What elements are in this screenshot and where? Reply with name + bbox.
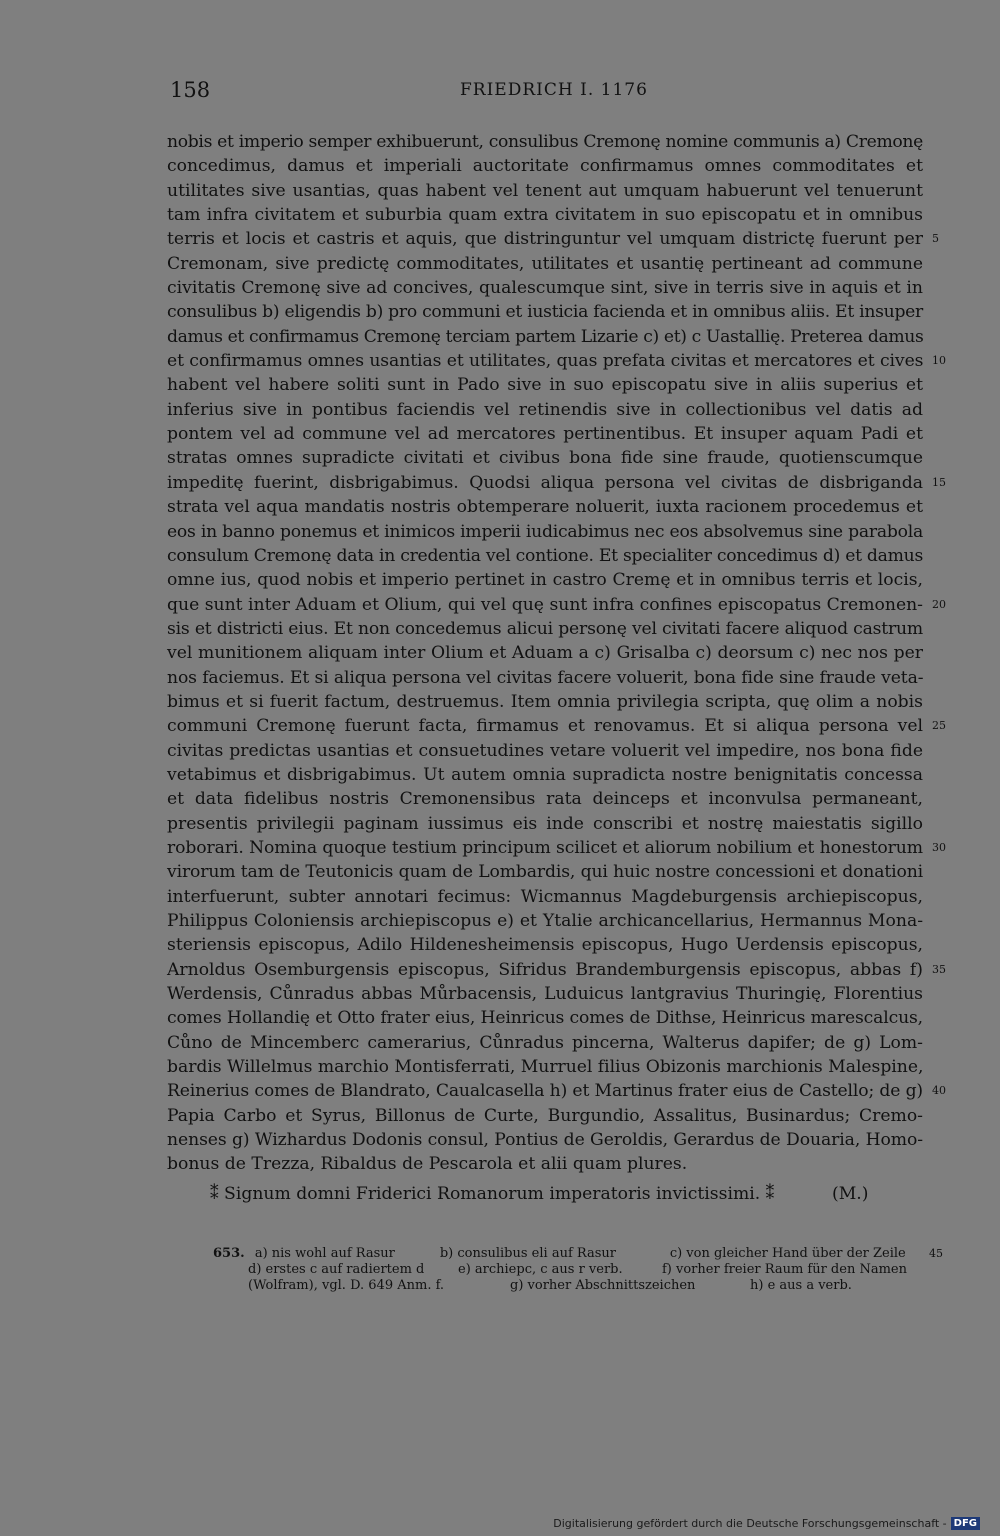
text-line xyxy=(167,593,946,617)
text-line xyxy=(167,909,923,933)
line-text: sis et districti eius. Et non concedemus alicui personę vel civitati facere aliquod castrum xyxy=(167,618,923,639)
text-line xyxy=(167,812,923,836)
text-line xyxy=(167,690,923,714)
footnote-b: b) consulibus eli auf Rasur xyxy=(439,1246,616,1261)
line-text: comes Hollandię et Otto frater eius, Heinricus comes de Dithse, Heinricus marescalcus, xyxy=(167,1008,923,1029)
line-text: omne ius, quod nobis et imperio pertinet in castro Cremę et in omnibus terris et locis, xyxy=(167,570,923,591)
line-text: strata vel aqua mandatis nostris obtemperare noluerit, iuxta racionem procedemus et xyxy=(167,497,923,518)
text-line xyxy=(167,1079,946,1103)
text-line xyxy=(167,763,923,787)
line-number: 5 xyxy=(932,232,939,246)
text-line xyxy=(167,227,939,251)
dfg-logo: DFG xyxy=(951,1517,980,1530)
line-text: damus et confirmamus Cremonę terciam partem Lizarie c) et) c Uastallię. Preterea damus xyxy=(167,326,924,347)
line-text: et data fidelibus nostris Cremonensibus rata deinceps et inconvulsa permaneant, xyxy=(167,789,923,810)
line-text: interfuerunt, subter annotari fecimus: Wicmannus Magdeburgensis archiepiscopus, xyxy=(167,886,923,907)
line-text: nobis et imperio semper exhibuerunt, consulibus Cremonę nomine communis a) Cremonę xyxy=(167,132,923,152)
line-text: que sunt inter Aduam et Olium, qui vel quę sunt infra confines episcopatus Cremonen- xyxy=(167,594,923,615)
footnote-line xyxy=(213,1262,923,1278)
line-text: steriensis episcopus, Adilo Hildenesheimensis episcopus, Hugo Uerdensis episcopus, xyxy=(167,935,923,956)
text-line xyxy=(167,1031,923,1055)
line-text: roborari. Nomina quoque testium principum scilicet et aliorum nobilium et honestorum xyxy=(167,837,923,858)
line-text: nenses g) Wizhardus Dodonis consul, Pontius de Geroldis, Gerardus de Douaria, Homo- xyxy=(167,1130,923,1151)
monogram-label: (M.) xyxy=(832,1184,869,1204)
text-line xyxy=(167,422,923,446)
line-number: 40 xyxy=(932,1084,946,1098)
line-text: consulum Cremonę data in credentia vel contione. Et specialiter concedimus d) et damus xyxy=(167,545,923,566)
footnote-line xyxy=(213,1278,923,1294)
line-text: civitatis Cremonę sive ad concives, qualescumque sint, sive in terris sive in aquis et in xyxy=(167,278,923,299)
text-line xyxy=(167,739,923,763)
line-number: 15 xyxy=(932,475,946,489)
line-text: et confirmamus omnes usantias et utilitates, quas prefata civitas et mercatores et cives xyxy=(167,351,924,372)
line-number: 30 xyxy=(932,840,946,854)
text-line xyxy=(167,471,946,495)
text-line xyxy=(167,446,923,470)
text-line xyxy=(167,252,923,276)
text-line xyxy=(167,860,923,884)
line-text: terris et locis et castris et aquis, que distringuntur vel umquam districtę fuerunt per xyxy=(167,229,923,250)
line-text: tam infra civitatem et suburbia quam extra civitatem in suo episcopatu et in omnibus xyxy=(167,205,923,226)
text-line xyxy=(167,836,946,860)
text-line xyxy=(167,520,923,544)
footnote-h: h) e aus a verb. xyxy=(750,1278,852,1293)
text-line xyxy=(167,958,946,982)
text-line xyxy=(167,203,923,227)
signum-line: ⁑ Signum domni Friderici Romanorum imperatoris invictissimi. ⁑ xyxy=(210,1184,775,1204)
body-text xyxy=(167,130,946,1177)
text-line xyxy=(167,349,946,373)
text-line xyxy=(167,568,923,592)
footnote-e: e) archiepc, c aus r verb. xyxy=(458,1262,623,1277)
line-number: 20 xyxy=(932,597,946,611)
line-text: stratas omnes supradicte civitati et civibus bona fide sine fraude, quotienscumque xyxy=(167,448,923,469)
footnote-f: f) vorher freier Raum für den Namen xyxy=(662,1262,907,1277)
text-line xyxy=(167,398,923,422)
line-text: habent vel habere soliti sunt in Pado sive in suo episcopatu sive in aliis superius et xyxy=(167,375,923,396)
text-line xyxy=(167,544,923,568)
footnote-c: c) von gleicher Hand über der Zeile xyxy=(669,1246,906,1261)
text-line xyxy=(167,373,923,397)
line-text: Werdensis, Cůnradus abbas Můrbacensis, Luduicus lantgravius Thuringię, Florentius xyxy=(167,984,923,1005)
line-text: pontem vel ad commune vel ad mercatores pertinentibus. Et insuper aquam Padi et xyxy=(167,424,923,445)
text-line xyxy=(167,130,923,154)
line-text: bardis Willelmus marchio Montisferrati, Murruel filius Obizonis marchionis Malespine, xyxy=(167,1057,924,1078)
text-line xyxy=(167,1055,923,1079)
text-line xyxy=(167,1006,923,1030)
line-number: 35 xyxy=(932,962,946,976)
line-text: utilitates sive usantias, quas habent vel tenent aut umquam habuerunt vel tenuerunt xyxy=(167,180,923,201)
footnote-a: a) nis wohl auf Rasur xyxy=(254,1246,395,1261)
text-line xyxy=(167,300,923,324)
text-line xyxy=(167,666,923,690)
footnote-line xyxy=(213,1246,943,1262)
text-line xyxy=(167,617,923,641)
text-line xyxy=(167,982,923,1006)
document-number: 653. xyxy=(213,1246,245,1261)
footnote-f-cont: (Wolfram), vgl. D. 649 Anm. f. xyxy=(248,1278,445,1293)
line-number: 45 xyxy=(929,1247,943,1260)
page-number: 158 xyxy=(170,78,211,102)
line-text: bonus de Trezza, Ribaldus de Pescarola et alii quam plures. xyxy=(167,1154,688,1175)
text-line xyxy=(167,154,923,178)
text-line xyxy=(167,1128,923,1152)
line-text: Papia Carbo et Syrus, Billonus de Curte, Burgundio, Assalitus, Businardus; Cremo- xyxy=(167,1105,923,1126)
line-text: virorum tam de Teutonicis quam de Lombardis, qui huic nostre concessioni et donationi xyxy=(167,862,923,883)
text-line xyxy=(167,787,923,811)
text-line xyxy=(167,1104,923,1128)
text-line xyxy=(167,641,923,665)
text-line xyxy=(167,325,923,349)
line-text: consulibus b) eligendis b) pro communi et iusticia facienda et in omnibus aliis. Et insuper xyxy=(167,302,923,323)
text-line xyxy=(167,495,923,519)
line-text: vetabimus et disbrigabimus. Ut autem omnia supradicta nostre benignitatis concessa xyxy=(167,764,923,785)
running-head: FRIEDRICH I. 1176 xyxy=(460,80,648,100)
text-line xyxy=(167,885,923,909)
line-text: Arnoldus Osemburgensis episcopus, Sifridus Brandemburgensis episcopus, abbas f) xyxy=(167,959,923,980)
line-text: nos faciemus. Et si aliqua persona vel civitas facere voluerit, bona fide sine fraude veta- xyxy=(167,667,924,688)
footnotes xyxy=(213,1246,943,1294)
credit-text: Digitalisierung gefördert durch die Deutsche Forschungsgemeinschaft - xyxy=(553,1516,947,1530)
line-text: Cremonam, sive predictę commoditates, utilitates et usantię pertineant ad commune xyxy=(167,253,923,274)
text-line xyxy=(167,714,946,738)
line-text: bimus et si fuerit factum, destruemus. Item omnia privilegia scripta, quę olim a nobis xyxy=(167,691,923,712)
text-line xyxy=(167,933,923,957)
text-line xyxy=(167,276,923,300)
line-text: civitas predictas usantias et consuetudines vetare voluerit vel impedire, nos bona fide xyxy=(167,740,923,761)
line-text: eos in banno ponemus et inimicos imperii iudicabimus nec eos absolvemus sine parabola xyxy=(167,521,923,542)
line-text: Cůno de Mincemberc camerarius, Cůnradus pincerna, Walterus dapifer; de g) Lom- xyxy=(167,1032,923,1053)
digitization-credit xyxy=(553,1517,980,1531)
line-text: communi Cremonę fuerunt facta, firmamus et renovamus. Et si aliqua persona vel xyxy=(167,716,923,737)
line-text: concedimus, damus et imperiali auctoritate confirmamus omnes commoditates et xyxy=(167,156,923,177)
line-number: 25 xyxy=(932,719,946,733)
line-number: 10 xyxy=(932,354,946,368)
line-text: inferius sive in pontibus faciendis vel retinendis sive in collectionibus vel datis ad xyxy=(167,399,923,420)
text-line xyxy=(167,179,923,203)
line-text: Philippus Coloniensis archiepiscopus e) et Ytalie archicancellarius, Hermannus Mona- xyxy=(167,911,923,931)
footnote-g: g) vorher Abschnittszeichen xyxy=(510,1278,696,1293)
footnote-d: d) erstes c auf radiertem d xyxy=(248,1262,425,1277)
line-text: vel munitionem aliquam inter Olium et Aduam a c) Grisalba c) deorsum c) nec nos per xyxy=(167,643,923,664)
line-text: Reinerius comes de Blandrato, Caualcasella h) et Martinus frater eius de Castello; de g) xyxy=(167,1081,923,1102)
line-text: presentis privilegii paginam iussimus eis inde conscribi et nostrę maiestatis sigillo xyxy=(167,813,923,834)
text-line xyxy=(167,1152,923,1176)
line-text: impeditę fuerint, disbrigabimus. Quodsi aliqua persona vel civitas de disbriganda xyxy=(167,472,923,493)
